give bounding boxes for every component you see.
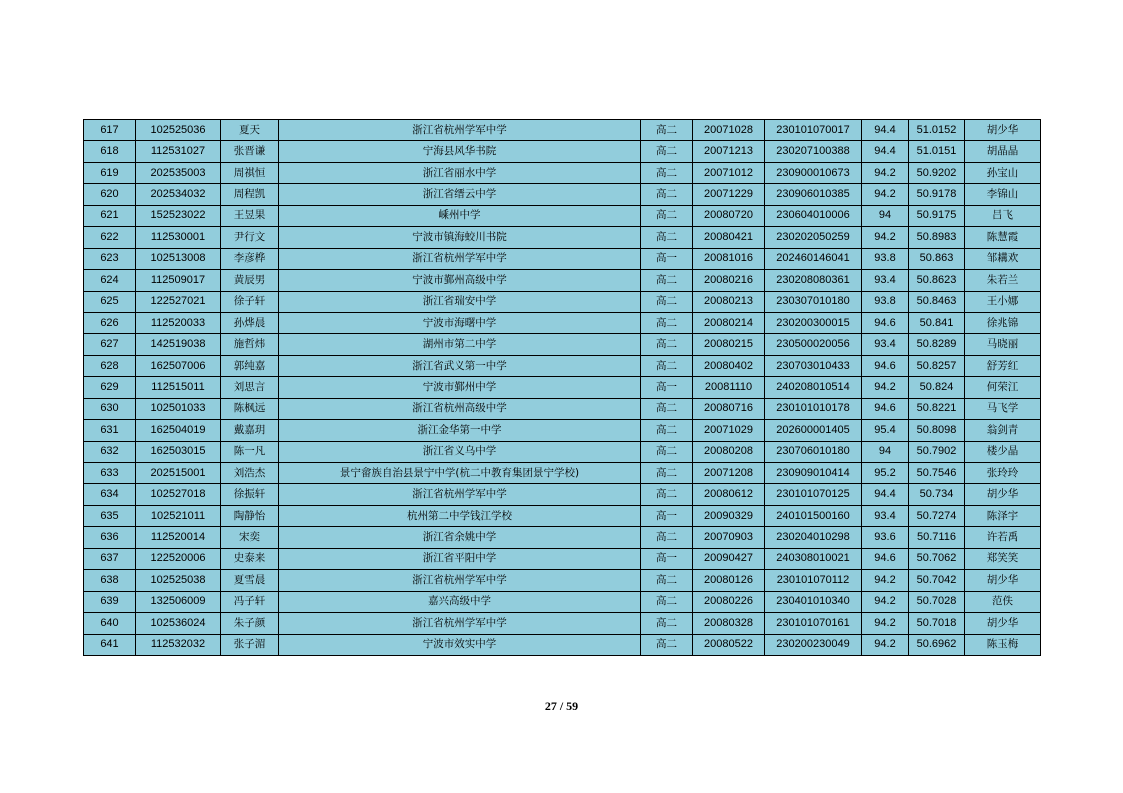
cell-name: 施哲炜: [221, 334, 279, 355]
cell-grade: 高一: [641, 548, 693, 569]
cell-code: 230703010433: [765, 355, 862, 376]
cell-school: 浙江省杭州学军中学: [279, 570, 641, 591]
cell-weighted-score: 50.824: [909, 377, 965, 398]
cell-code: 240101500160: [765, 505, 862, 526]
cell-id: 162504019: [136, 420, 221, 441]
cell-teacher: 郑笑笑: [965, 548, 1041, 569]
cell-school: 嵊州中学: [279, 205, 641, 226]
cell-code: 240308010021: [765, 548, 862, 569]
cell-birthdate: 20080126: [693, 570, 765, 591]
table-row: [84, 270, 1041, 291]
cell-code: 230101070125: [765, 484, 862, 505]
cell-birthdate: 20080208: [693, 441, 765, 462]
cell-code: 230204010298: [765, 527, 862, 548]
cell-birthdate: 20070903: [693, 527, 765, 548]
cell-grade: 高二: [641, 527, 693, 548]
cell-id: 142519038: [136, 334, 221, 355]
cell-score: 94.6: [862, 312, 909, 333]
cell-grade: 高二: [641, 270, 693, 291]
cell-teacher: 朱若兰: [965, 270, 1041, 291]
cell-weighted-score: 50.7274: [909, 505, 965, 526]
cell-name: 尹行文: [221, 227, 279, 248]
table-row: [84, 441, 1041, 462]
cell-school: 宁波市鄞州高级中学: [279, 270, 641, 291]
cell-code: 230906010385: [765, 184, 862, 205]
cell-code: 202600001405: [765, 420, 862, 441]
cell-name: 史泰来: [221, 548, 279, 569]
cell-name: 孙烨晨: [221, 312, 279, 333]
cell-school: 浙江省杭州学军中学: [279, 248, 641, 269]
cell-rank: 630: [84, 398, 136, 419]
cell-id: 112532032: [136, 634, 221, 655]
cell-teacher: 陈玉梅: [965, 634, 1041, 655]
cell-birthdate: 20080402: [693, 355, 765, 376]
cell-name: 宋奕: [221, 527, 279, 548]
cell-score: 94.6: [862, 548, 909, 569]
cell-school: 浙江金华第一中学: [279, 420, 641, 441]
cell-teacher: 胡少华: [965, 613, 1041, 634]
cell-weighted-score: 50.734: [909, 484, 965, 505]
cell-weighted-score: 50.8098: [909, 420, 965, 441]
cell-score: 94.4: [862, 141, 909, 162]
cell-rank: 641: [84, 634, 136, 655]
cell-name: 夏雪晨: [221, 570, 279, 591]
cell-score: 94.4: [862, 120, 909, 141]
cell-id: 162507006: [136, 355, 221, 376]
cell-teacher: 胡少华: [965, 484, 1041, 505]
cell-teacher: 邹耩欢: [965, 248, 1041, 269]
cell-score: 94.2: [862, 570, 909, 591]
table-row: [84, 291, 1041, 312]
table-row: [84, 634, 1041, 655]
cell-birthdate: 20090329: [693, 505, 765, 526]
table-row: [84, 355, 1041, 376]
cell-birthdate: 20080215: [693, 334, 765, 355]
cell-school: 浙江省杭州高级中学: [279, 398, 641, 419]
cell-school: 宁海县风华书院: [279, 141, 641, 162]
cell-school: 湖州市第二中学: [279, 334, 641, 355]
cell-score: 94.2: [862, 227, 909, 248]
cell-score: 93.4: [862, 505, 909, 526]
cell-weighted-score: 50.841: [909, 312, 965, 333]
cell-school: 浙江省缙云中学: [279, 184, 641, 205]
cell-teacher: 翁剑青: [965, 420, 1041, 441]
cell-teacher: 范佚: [965, 591, 1041, 612]
cell-score: 94: [862, 205, 909, 226]
cell-weighted-score: 50.8463: [909, 291, 965, 312]
cell-teacher: 胡晶晶: [965, 141, 1041, 162]
table-row: [84, 248, 1041, 269]
cell-id: 112520014: [136, 527, 221, 548]
cell-score: 93.6: [862, 527, 909, 548]
cell-rank: 619: [84, 162, 136, 183]
cell-name: 张子湄: [221, 634, 279, 655]
table-row: [84, 591, 1041, 612]
cell-grade: 高二: [641, 441, 693, 462]
cell-weighted-score: 50.7018: [909, 613, 965, 634]
cell-id: 202535003: [136, 162, 221, 183]
cell-weighted-score: 50.9178: [909, 184, 965, 205]
cell-school: 浙江省武义第一中学: [279, 355, 641, 376]
cell-score: 93.4: [862, 270, 909, 291]
cell-score: 94.2: [862, 377, 909, 398]
cell-id: 132506009: [136, 591, 221, 612]
cell-weighted-score: 50.8983: [909, 227, 965, 248]
cell-grade: 高二: [641, 162, 693, 183]
cell-teacher: 马飞学: [965, 398, 1041, 419]
cell-birthdate: 20071229: [693, 184, 765, 205]
cell-name: 朱子颜: [221, 613, 279, 634]
cell-score: 94.2: [862, 634, 909, 655]
cell-id: 202515001: [136, 463, 221, 484]
cell-teacher: 马晓丽: [965, 334, 1041, 355]
table-row: [84, 120, 1041, 141]
cell-name: 徐振轩: [221, 484, 279, 505]
cell-grade: 高二: [641, 141, 693, 162]
cell-grade: 高一: [641, 377, 693, 398]
cell-birthdate: 20081016: [693, 248, 765, 269]
cell-id: 202534032: [136, 184, 221, 205]
cell-name: 陈枫远: [221, 398, 279, 419]
cell-birthdate: 20080328: [693, 613, 765, 634]
cell-weighted-score: 50.6962: [909, 634, 965, 655]
cell-rank: 618: [84, 141, 136, 162]
cell-grade: 高二: [641, 484, 693, 505]
cell-id: 102525036: [136, 120, 221, 141]
table-row: [84, 334, 1041, 355]
cell-school: 杭州第二中学钱江学校: [279, 505, 641, 526]
cell-birthdate: 20071029: [693, 420, 765, 441]
cell-grade: 高二: [641, 634, 693, 655]
cell-code: 230200300015: [765, 312, 862, 333]
cell-grade: 高一: [641, 505, 693, 526]
cell-birthdate: 20071028: [693, 120, 765, 141]
cell-birthdate: 20080522: [693, 634, 765, 655]
cell-id: 112520033: [136, 312, 221, 333]
cell-score: 94: [862, 441, 909, 462]
cell-weighted-score: 51.0152: [909, 120, 965, 141]
cell-code: 230207100388: [765, 141, 862, 162]
cell-school: 景宁畲族自治县景宁中学(杭二中教育集团景宁学校): [279, 463, 641, 484]
cell-score: 94.6: [862, 355, 909, 376]
cell-rank: 636: [84, 527, 136, 548]
cell-weighted-score: 50.8623: [909, 270, 965, 291]
cell-grade: 高二: [641, 312, 693, 333]
cell-id: 152523022: [136, 205, 221, 226]
cell-code: 230500020056: [765, 334, 862, 355]
cell-name: 陶静怡: [221, 505, 279, 526]
table-row: [84, 184, 1041, 205]
cell-rank: 632: [84, 441, 136, 462]
cell-school: 浙江省义乌中学: [279, 441, 641, 462]
cell-birthdate: 20080421: [693, 227, 765, 248]
cell-rank: 637: [84, 548, 136, 569]
table-row: [84, 484, 1041, 505]
table-row: [84, 613, 1041, 634]
table-body: [84, 120, 1041, 656]
cell-code: 230900010673: [765, 162, 862, 183]
cell-teacher: 王小娜: [965, 291, 1041, 312]
cell-rank: 635: [84, 505, 136, 526]
cell-rank: 626: [84, 312, 136, 333]
cell-birthdate: 20080214: [693, 312, 765, 333]
cell-id: 162503015: [136, 441, 221, 462]
cell-code: 230101070112: [765, 570, 862, 591]
cell-rank: 623: [84, 248, 136, 269]
cell-teacher: 李锦山: [965, 184, 1041, 205]
cell-name: 周程凯: [221, 184, 279, 205]
table-row: [84, 312, 1041, 333]
cell-name: 夏天: [221, 120, 279, 141]
cell-teacher: 何荣江: [965, 377, 1041, 398]
cell-weighted-score: 50.7116: [909, 527, 965, 548]
cell-teacher: 胡少华: [965, 570, 1041, 591]
cell-rank: 625: [84, 291, 136, 312]
cell-name: 张晋谦: [221, 141, 279, 162]
cell-teacher: 陈泽宇: [965, 505, 1041, 526]
cell-id: 122527021: [136, 291, 221, 312]
cell-code: 230706010180: [765, 441, 862, 462]
cell-score: 95.4: [862, 420, 909, 441]
cell-name: 陈一凡: [221, 441, 279, 462]
cell-code: 230208080361: [765, 270, 862, 291]
cell-school: 浙江省瑞安中学: [279, 291, 641, 312]
cell-grade: 高二: [641, 420, 693, 441]
table-row: [84, 227, 1041, 248]
cell-birthdate: 20080612: [693, 484, 765, 505]
cell-rank: 633: [84, 463, 136, 484]
cell-name: 冯子轩: [221, 591, 279, 612]
cell-weighted-score: 50.7902: [909, 441, 965, 462]
table-row: [84, 162, 1041, 183]
cell-score: 94.2: [862, 613, 909, 634]
cell-school: 浙江省杭州学军中学: [279, 613, 641, 634]
cell-grade: 高二: [641, 591, 693, 612]
cell-birthdate: 20080216: [693, 270, 765, 291]
cell-grade: 高二: [641, 355, 693, 376]
cell-rank: 620: [84, 184, 136, 205]
table-row: [84, 205, 1041, 226]
cell-birthdate: 20081110: [693, 377, 765, 398]
cell-rank: 638: [84, 570, 136, 591]
cell-code: 230200230049: [765, 634, 862, 655]
cell-school: 宁波市鄞州中学: [279, 377, 641, 398]
table-row: [84, 570, 1041, 591]
cell-school: 宁波市效实中学: [279, 634, 641, 655]
cell-score: 94.2: [862, 162, 909, 183]
cell-grade: 高二: [641, 120, 693, 141]
table-row: [84, 548, 1041, 569]
cell-id: 102521011: [136, 505, 221, 526]
cell-name: 郭纯嘉: [221, 355, 279, 376]
cell-grade: 高二: [641, 463, 693, 484]
cell-code: 230202050259: [765, 227, 862, 248]
table-row: [84, 463, 1041, 484]
cell-rank: 628: [84, 355, 136, 376]
cell-name: 刘思言: [221, 377, 279, 398]
cell-score: 94.2: [862, 591, 909, 612]
table-row: [84, 377, 1041, 398]
cell-birthdate: 20080213: [693, 291, 765, 312]
cell-rank: 640: [84, 613, 136, 634]
cell-id: 112531027: [136, 141, 221, 162]
cell-weighted-score: 51.0151: [909, 141, 965, 162]
cell-id: 102513008: [136, 248, 221, 269]
cell-teacher: 张玲玲: [965, 463, 1041, 484]
cell-code: 230101070017: [765, 120, 862, 141]
cell-weighted-score: 50.9202: [909, 162, 965, 183]
cell-weighted-score: 50.8289: [909, 334, 965, 355]
cell-weighted-score: 50.7546: [909, 463, 965, 484]
cell-name: 周祺恒: [221, 162, 279, 183]
cell-teacher: 徐兆锦: [965, 312, 1041, 333]
cell-birthdate: 20071213: [693, 141, 765, 162]
cell-school: 浙江省余姚中学: [279, 527, 641, 548]
cell-id: 102536024: [136, 613, 221, 634]
cell-code: 230101070161: [765, 613, 862, 634]
cell-rank: 621: [84, 205, 136, 226]
cell-score: 94.4: [862, 484, 909, 505]
cell-teacher: 孙宝山: [965, 162, 1041, 183]
cell-grade: 高二: [641, 570, 693, 591]
cell-grade: 高二: [641, 291, 693, 312]
cell-name: 黄辰男: [221, 270, 279, 291]
cell-code: 230604010006: [765, 205, 862, 226]
cell-birthdate: 20090427: [693, 548, 765, 569]
cell-name: 刘浩杰: [221, 463, 279, 484]
cell-teacher: 许若禹: [965, 527, 1041, 548]
cell-school: 嘉兴高级中学: [279, 591, 641, 612]
cell-school: 浙江省平阳中学: [279, 548, 641, 569]
cell-teacher: 吕飞: [965, 205, 1041, 226]
cell-score: 95.2: [862, 463, 909, 484]
cell-grade: 高二: [641, 205, 693, 226]
cell-grade: 高二: [641, 184, 693, 205]
cell-school: 宁波市海曙中学: [279, 312, 641, 333]
cell-name: 李彦桦: [221, 248, 279, 269]
cell-school: 浙江省杭州学军中学: [279, 484, 641, 505]
cell-name: 王昱果: [221, 205, 279, 226]
cell-code: 230401010340: [765, 591, 862, 612]
cell-code: 230307010180: [765, 291, 862, 312]
cell-id: 122520006: [136, 548, 221, 569]
cell-birthdate: 20071208: [693, 463, 765, 484]
cell-weighted-score: 50.7028: [909, 591, 965, 612]
cell-code: 240208010514: [765, 377, 862, 398]
cell-teacher: 胡少华: [965, 120, 1041, 141]
cell-birthdate: 20080226: [693, 591, 765, 612]
page-number: 27 / 59: [544, 699, 579, 713]
cell-id: 102525038: [136, 570, 221, 591]
cell-rank: 629: [84, 377, 136, 398]
cell-name: 徐子轩: [221, 291, 279, 312]
cell-weighted-score: 50.7042: [909, 570, 965, 591]
cell-id: 112515011: [136, 377, 221, 398]
cell-weighted-score: 50.8221: [909, 398, 965, 419]
cell-rank: 634: [84, 484, 136, 505]
cell-rank: 631: [84, 420, 136, 441]
table-row: [84, 398, 1041, 419]
cell-birthdate: 20080720: [693, 205, 765, 226]
cell-birthdate: 20071012: [693, 162, 765, 183]
cell-code: 230101010178: [765, 398, 862, 419]
cell-weighted-score: 50.7062: [909, 548, 965, 569]
cell-weighted-score: 50.863: [909, 248, 965, 269]
cell-score: 94.2: [862, 184, 909, 205]
cell-birthdate: 20080716: [693, 398, 765, 419]
cell-grade: 高二: [641, 613, 693, 634]
cell-school: 浙江省丽水中学: [279, 162, 641, 183]
cell-teacher: 舒芳红: [965, 355, 1041, 376]
cell-grade: 高二: [641, 227, 693, 248]
cell-teacher: 陈慧霞: [965, 227, 1041, 248]
cell-rank: 639: [84, 591, 136, 612]
table-row: [84, 141, 1041, 162]
cell-grade: 高二: [641, 398, 693, 419]
table-row: [84, 420, 1041, 441]
cell-code: 230909010414: [765, 463, 862, 484]
cell-grade: 高二: [641, 334, 693, 355]
cell-rank: 622: [84, 227, 136, 248]
cell-school: 浙江省杭州学军中学: [279, 120, 641, 141]
cell-weighted-score: 50.9175: [909, 205, 965, 226]
cell-id: 112509017: [136, 270, 221, 291]
cell-score: 93.8: [862, 248, 909, 269]
cell-id: 112530001: [136, 227, 221, 248]
cell-rank: 617: [84, 120, 136, 141]
cell-score: 94.6: [862, 398, 909, 419]
cell-rank: 624: [84, 270, 136, 291]
cell-id: 102527018: [136, 484, 221, 505]
table-row: [84, 505, 1041, 526]
cell-score: 93.4: [862, 334, 909, 355]
cell-school: 宁波市镇海蛟川书院: [279, 227, 641, 248]
cell-code: 202460146041: [765, 248, 862, 269]
cell-weighted-score: 50.8257: [909, 355, 965, 376]
student-ranking-table: [83, 119, 1041, 656]
cell-name: 戴嘉玥: [221, 420, 279, 441]
cell-rank: 627: [84, 334, 136, 355]
cell-teacher: 楼少晶: [965, 441, 1041, 462]
table-row: [84, 527, 1041, 548]
cell-score: 93.8: [862, 291, 909, 312]
cell-id: 102501033: [136, 398, 221, 419]
cell-grade: 高一: [641, 248, 693, 269]
